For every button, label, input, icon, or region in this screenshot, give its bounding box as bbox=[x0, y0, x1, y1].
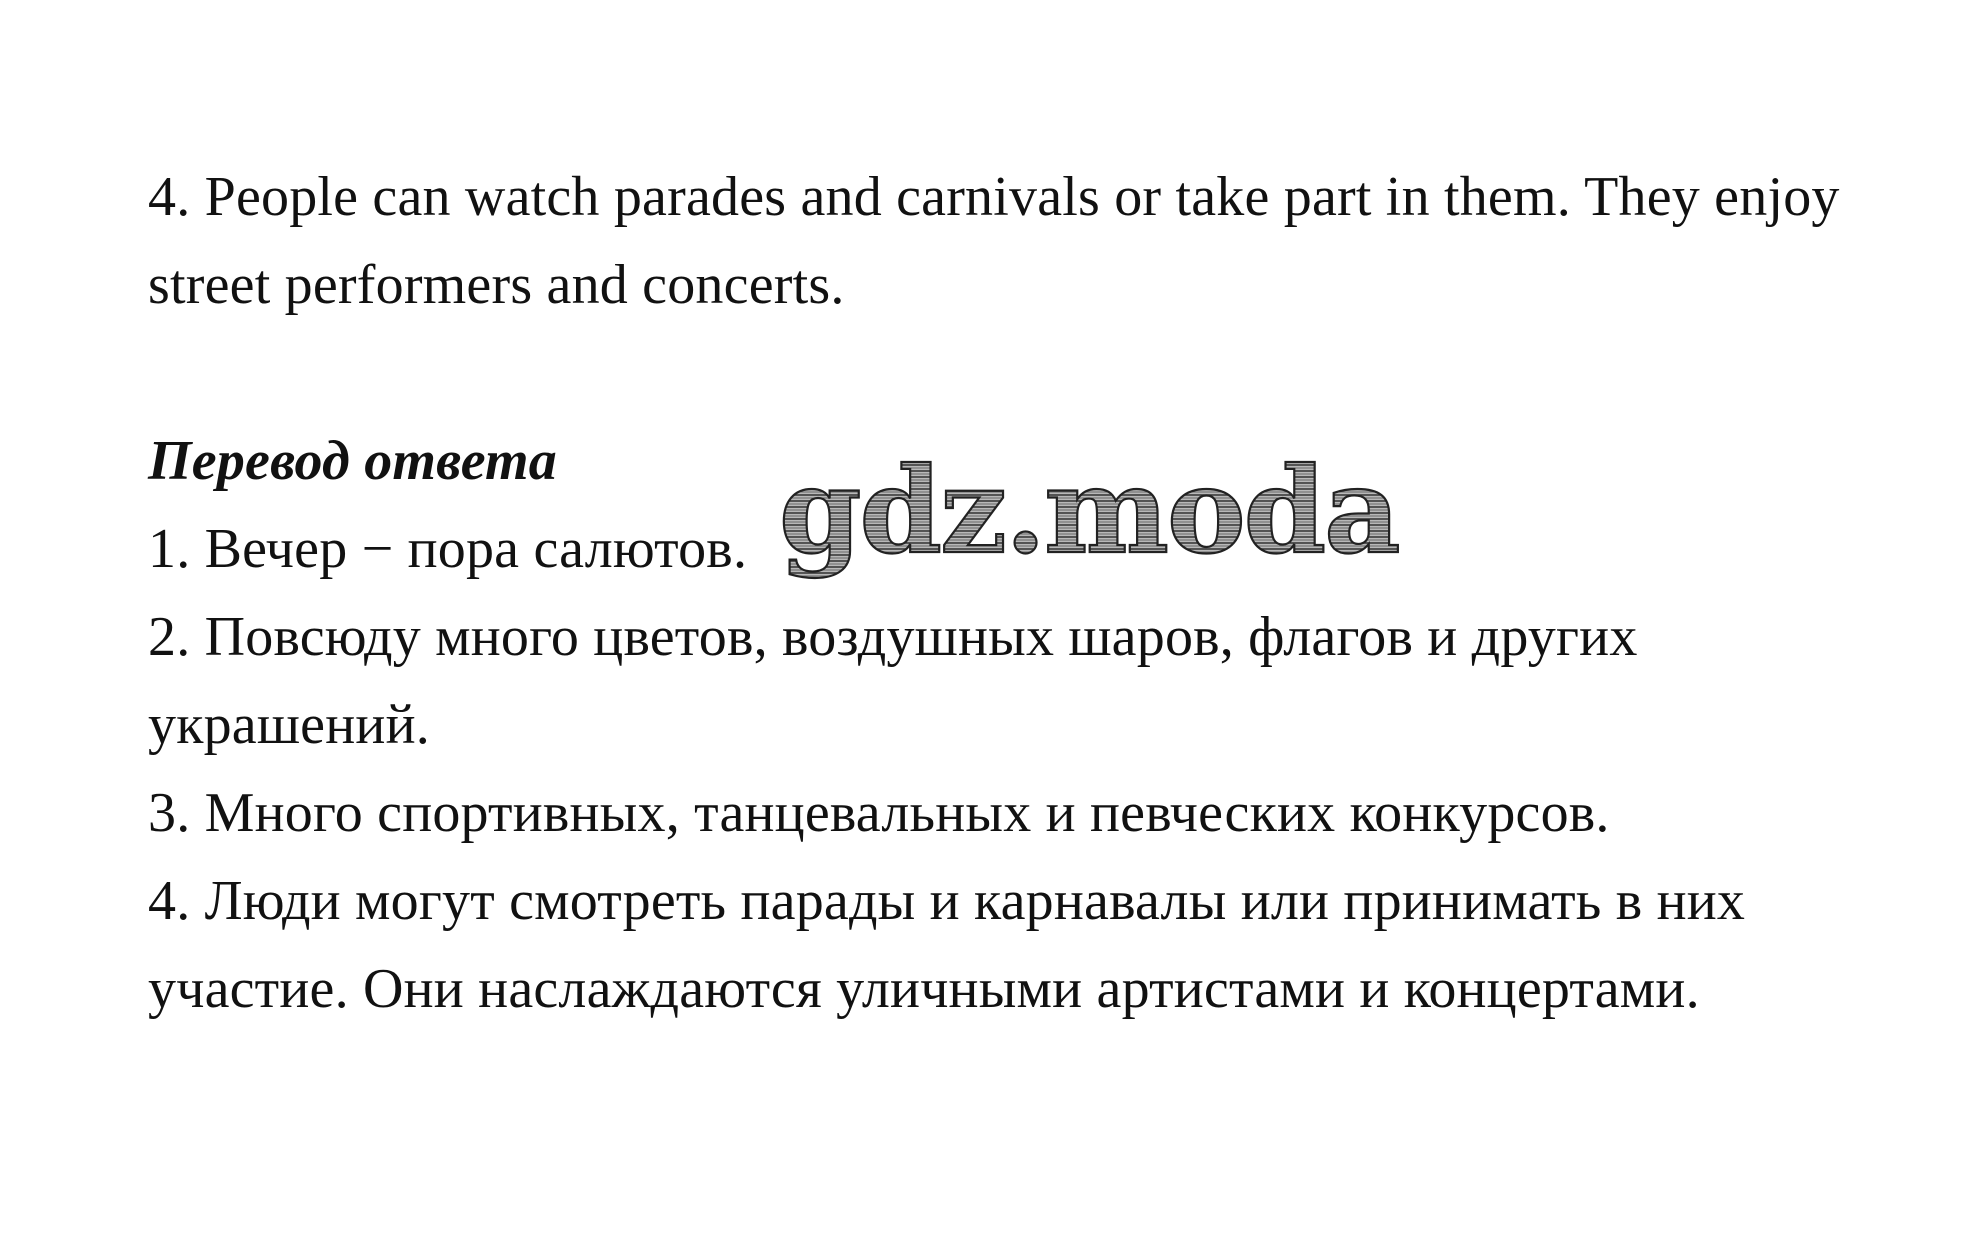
translation-item-3: 3. Много спортивных, танцевальных и певческих конкурсов. bbox=[148, 782, 1610, 844]
answer-item-4: 4. People can watch parades and carnivals or take part in them. They enjoy street performers and concerts. bbox=[148, 166, 1840, 316]
translation-item-1: 1. Вечер − пора салютов. bbox=[148, 518, 748, 580]
watermark-logo bbox=[775, 441, 1399, 597]
translation-heading: Перевод ответа bbox=[148, 430, 557, 492]
svg-text:gdz.moda: gdz.moda bbox=[779, 441, 1399, 580]
translation-item-2: 2. Повсюду много цветов, воздушных шаров, флагов и других украшений. bbox=[148, 606, 1638, 756]
paragraph-gap bbox=[148, 329, 1908, 417]
translation-item-4: 4. Люди могут смотреть парады и карнавалы или принимать в них участие. Они наслаждаются уличными артистами и концертами. bbox=[148, 870, 1746, 1020]
